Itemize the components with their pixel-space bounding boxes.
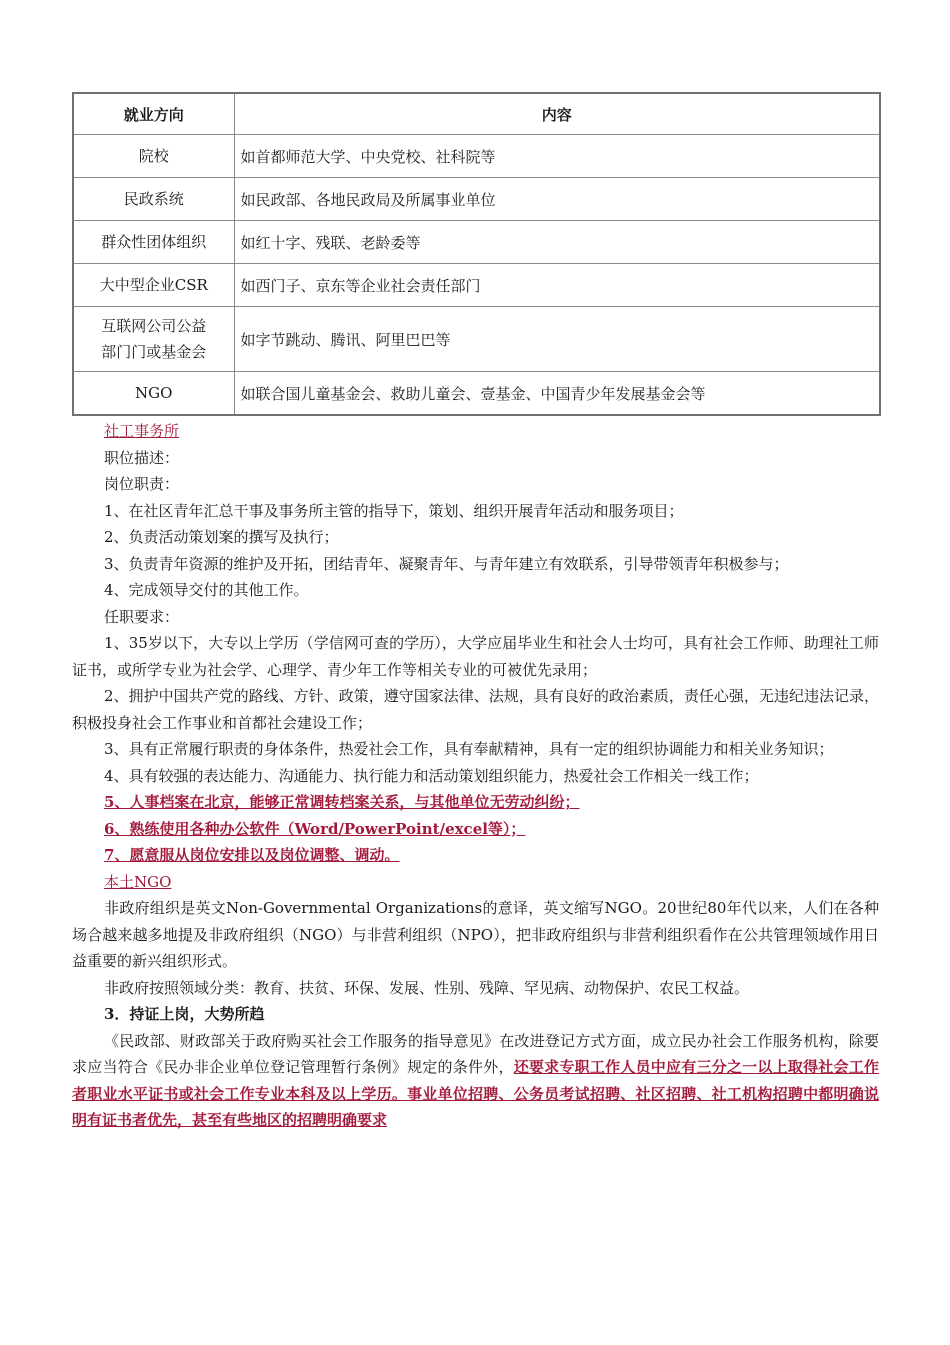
table-row <box>73 307 880 372</box>
requirements-label: 任职要求： <box>104 607 180 626</box>
document-page <box>72 92 879 1134</box>
body-text <box>72 418 879 1134</box>
requirement-item: 4、具有较强的表达能力、沟通能力、执行能力和活动策划组织能力，热爱社会工作相关一线工作； <box>104 766 759 785</box>
highlighted-requirement-text: 7、愿意服从岗位安排以及岗位调整、调动。 <box>104 846 400 864</box>
table-header-row <box>73 93 880 135</box>
certification-paragraph <box>72 1028 879 1134</box>
table-row <box>73 372 880 416</box>
table-row <box>73 221 880 264</box>
direction-cell: 大中型企业CSR <box>73 264 234 307</box>
duties-label: 岗位职责： <box>104 475 180 493</box>
direction-cell: 民政系统 <box>73 178 234 221</box>
direction-cell: 院校 <box>73 135 234 178</box>
duty-item: 1、在社区青年汇总干事及事务所主管的指导下，策划、组织开展青年活动和服务项目； <box>104 501 684 520</box>
ngo-classification: 非政府按照领域分类：教育、扶贫、环保、发展、性别、残障、罕见病、动物保护、农民工权益。 <box>104 978 750 997</box>
direction-cell: NGO <box>73 372 234 416</box>
content-cell: 如民政部、各地民政局及所属事业单位 <box>234 178 880 221</box>
content-cell: 如红十字、残联、老龄委等 <box>234 221 880 264</box>
certification-highlight: 还要求专职工作人员中应有三分之一以上取得社会工作者职业水平证书或社会工作专业本科及以上学历。事业单位招聘、公务员考试招聘、社区招聘、社工机构招聘中都明确说明有证书者优先，甚至有些地区的招聘明确要求 <box>72 1058 879 1129</box>
header-direction: 就业方向 <box>73 93 234 135</box>
direction-line: 互联网公司公益 <box>101 317 207 335</box>
highlighted-requirement <box>72 789 879 816</box>
highlighted-requirement <box>72 816 879 843</box>
section-title-local-ngo[interactable]: 本土NGO <box>104 872 172 891</box>
content-cell: 如西门子、京东等企业社会责任部门 <box>234 264 880 307</box>
header-content: 内容 <box>234 93 880 135</box>
content-cell: 如字节跳动、腾讯、阿里巴巴等 <box>234 307 880 372</box>
table-row <box>73 135 880 178</box>
content-cell: 如首都师范大学、中央党校、社科院等 <box>234 135 880 178</box>
table-row <box>73 264 880 307</box>
direction-cell: 群众性团体组织 <box>73 221 234 264</box>
duty-item: 2、负责活动策划案的撰写及执行； <box>104 528 339 546</box>
certification-text: 《民政部、财政部关于政府购买社会工作服务的指导意见》在改进登记方式方面，成立民办社会工作服务机构，除要求应当符合《民办非企业单位登记管理暂行条例》规定的条件外， <box>72 1031 879 1076</box>
duty-item: 3、负责青年资源的维护及开拓，团结青年、凝聚青年、与青年建立有效联系，引导带领青年积极参与； <box>104 554 789 573</box>
ngo-paragraph: 非政府组织是英文Non-Governmental Organizations的意译，英文缩写NGO。20世纪80年代以来，人们在各种场合越来越多地提及非政府组织（NGO）与非营利组织（NPO），把非政府组织与非营利组织看作在公共管理领域作用日益重要的新兴组织形式。 <box>72 899 879 970</box>
table-row <box>73 178 880 221</box>
section-title-social-work-agency[interactable]: 社工事务所 <box>104 422 180 440</box>
highlighted-requirement <box>72 842 879 869</box>
direction-line: 部门门或基金会 <box>101 343 207 361</box>
highlighted-requirement-text: 5、人事档案在北京，能够正常调转档案关系，与其他单位无劳动纠纷； <box>104 793 580 811</box>
section-heading-certification: 3．持证上岗，大势所趋 <box>104 1005 265 1023</box>
direction-cell <box>73 307 234 372</box>
content-cell: 如联合国儿童基金会、救助儿童会、壹基金、中国青少年发展基金会等 <box>234 372 880 416</box>
job-description-label: 职位描述： <box>104 448 180 467</box>
highlighted-requirement-text: 6、熟练使用各种办公软件（Word/PowerPoint/excel等）； <box>104 819 526 838</box>
requirement-item: 1、35岁以下，大专以上学历（学信网可查的学历），大学应届毕业生和社会人士均可，具有社会工作师、助理社工师证书，或所学专业为社会学、心理学、青少年工作等相关专业的可被优先录用； <box>72 634 879 679</box>
duty-item: 4、完成领导交付的其他工作。 <box>104 581 309 599</box>
career-direction-table <box>72 92 881 416</box>
requirement-item: 2、拥护中国共产党的路线、方针、政策，遵守国家法律、法规，具有良好的政治素质，责任心强，无违纪违法记录，积极投身社会工作事业和首都社会建设工作； <box>72 687 879 732</box>
requirement-item: 3、具有正常履行职责的身体条件，热爱社会工作，具有奉献精神，具有一定的组织协调能力和相关业务知识； <box>104 740 834 758</box>
